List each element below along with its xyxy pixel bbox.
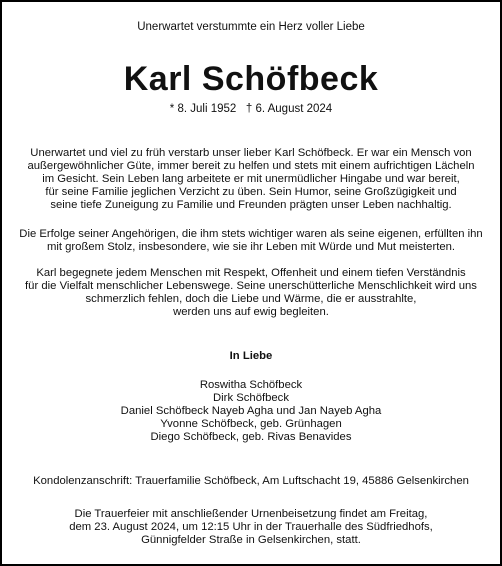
text-line: werden uns auf ewig begleiten. (173, 305, 329, 318)
paragraph-character (2, 267, 500, 319)
life-dates: * 8. Juli 1952 † 6. August 2024 (169, 103, 333, 115)
text-line: für seine Familie jeglichen Verzicht zu üben. Sein Humor, seine Großzügigkeit und (45, 185, 457, 198)
mourner-name: Daniel Schöfbeck Nayeb Agha und Jan Nayeb Agha (120, 404, 382, 417)
mourner-name: Dirk Schöfbeck (213, 391, 289, 404)
text-line: Günnigfelder Straße in Gelsenkirchen, statt. (141, 533, 361, 546)
in-love-heading: In Liebe (229, 350, 273, 362)
text-line: mit großem Stolz, insbesondere, wie sie ihr Leben mit Würde und Mut meisterten. (46, 240, 456, 253)
text-line: Karl begegnete jedem Menschen mit Respekt, Offenheit und einem tiefen Verständnis (36, 267, 466, 279)
mourners-list (2, 379, 500, 444)
intro-line: Unerwartet verstummte ein Herz voller Liebe (137, 21, 365, 33)
mourner-name: Roswitha Schöfbeck (199, 379, 303, 391)
deceased-name: Karl Schöfbeck (123, 60, 379, 98)
mourner-name: Diego Schöfbeck, geb. Rivas Benavides (150, 430, 352, 443)
text-line: schmerzlich fehlen, doch die Liebe und Wärme, die er ausstrahlte, (85, 292, 417, 305)
mourner-name: Yvonne Schöfbeck, geb. Grünhagen (160, 417, 342, 430)
funeral-info (2, 508, 500, 547)
text-line: Die Erfolge seiner Angehörigen, die ihm stets wichtiger waren als seine eigenen, erfüllten ihn (19, 228, 483, 240)
paragraph-tribute (2, 147, 500, 212)
text-line: für die Vielfalt menschlicher Lebenswege. Seine unerschütterliche Menschlichkeit wird uns (25, 279, 477, 292)
text-line: Unerwartet und viel zu früh verstarb unser lieber Karl Schöfbeck. Er war ein Mensch von (30, 147, 472, 159)
text-line: dem 23. August 2024, um 12:15 Uhr in der Trauerhalle des Südfriedhofs, (69, 520, 433, 533)
paragraph-family (2, 228, 500, 254)
text-line: im Gesicht. Sein Leben lang arbeitete er mit unermüdlicher Hingabe und war bereit, (42, 172, 460, 185)
text-line: Die Trauerfeier mit anschließender Urnenbeisetzung findet am Freitag, (74, 508, 428, 520)
condolence-address: Kondolenzanschrift: Trauerfamilie Schöfbeck, Am Luftschacht 19, 45886 Gelsenkirchen (33, 475, 469, 487)
text-line: seine tiefe Zuneigung zu Familie und Freunden prägten unser Leben nachhaltig. (50, 198, 452, 211)
text-line: außergewöhnlicher Güte, immer bereit zu helfen und stets mit einem aufrichtigen Lächeln (27, 159, 475, 172)
